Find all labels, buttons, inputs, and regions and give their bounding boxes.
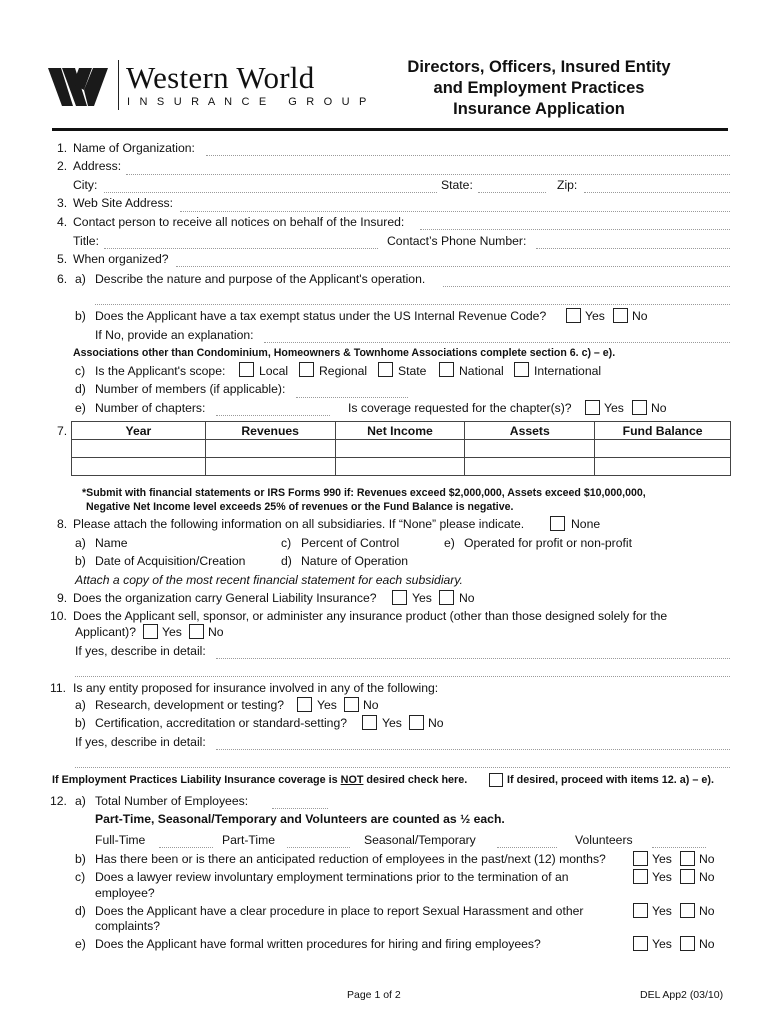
q1-number: 1. [57,141,68,155]
harassment-procedure-yes-label: Yes [652,904,672,918]
scope-regional-checkbox[interactable] [299,362,314,377]
column-header-year: Year [72,422,206,440]
q2-number: 2. [57,159,68,173]
organization-name-field[interactable] [206,155,730,156]
q4-number: 4. [57,215,68,229]
q12a-letter: a) [75,794,86,808]
q6e-letter: e) [75,401,86,415]
reduction-no-label: No [699,852,715,866]
q11-detail-field[interactable] [216,749,730,750]
contact-person-field[interactable] [420,229,730,230]
tax-exempt-yes-checkbox[interactable] [566,308,581,323]
full-time-field[interactable] [159,847,213,848]
tax-exempt-explanation-field[interactable] [264,342,730,343]
certification-yes-checkbox[interactable] [362,715,377,730]
q12c-letter: c) [75,870,86,884]
company-logo [48,62,110,108]
q6e-label: Number of chapters: [95,401,206,415]
q8d-label: Nature of Operation [301,554,409,568]
q12d-label-line-1: Does the Applicant have a clear procedure in place to report Sexual Harassment and other [95,904,584,918]
q5-number: 5. [57,252,68,266]
seasonal-label: Seasonal/Temporary [364,833,476,847]
certification-no-checkbox[interactable] [409,715,424,730]
tax-exempt-no-checkbox[interactable] [613,308,628,323]
q8c-label: Percent of Control [301,536,400,550]
title-field[interactable] [104,248,378,249]
chapter-coverage-yes-label: Yes [604,401,624,415]
q5-label: When organized? [73,252,169,266]
table-row [72,440,731,458]
number-of-chapters-field[interactable] [216,415,330,416]
chapter-coverage-label: Is coverage requested for the chapter(s)? [348,401,572,415]
reduction-yes-label: Yes [652,852,672,866]
q11-detail-label: If yes, describe in detail: [75,735,206,749]
reduction-no-checkbox[interactable] [680,851,695,866]
subsidiaries-none-checkbox[interactable] [550,516,565,531]
q6d-letter: d) [75,382,86,396]
contact-phone-field[interactable] [536,248,730,249]
q6c-label: Is the Applicant's scope: [95,364,226,378]
research-yes-label: Yes [317,698,337,712]
tax-exempt-no-label: No [632,309,648,323]
q10-number: 10. [50,609,67,623]
q12-number: 12. [50,794,67,808]
scope-national-label: National [459,364,504,378]
q8e-label: Operated for profit or non-profit [464,536,633,550]
q6d-label: Number of members (if applicable): [95,382,286,396]
certification-yes-label: Yes [382,716,402,730]
epl-text-part-2: desired check here. [363,774,468,786]
general-liability-yes-checkbox[interactable] [392,590,407,605]
associations-note: Associations other than Condominium, Homeowners & Townhome Associations complete section 6. c) – e). [73,347,616,359]
chapter-coverage-no-label: No [651,401,667,415]
operation-description-field[interactable] [443,286,730,287]
website-field[interactable] [180,211,730,212]
harassment-procedure-yes-checkbox[interactable] [633,903,648,918]
column-header-assets: Assets [465,422,595,440]
q6a-label: Describe the nature and purpose of the Applicant's operation. [95,272,426,286]
q9-number: 9. [57,591,68,605]
q6b-letter: b) [75,309,86,323]
form-title-line-1: Directors, Officers, Insured Entity [407,58,671,76]
q8a-label: Name [95,536,128,550]
table-cell[interactable] [595,458,731,476]
q6-number: 6. [57,272,68,286]
q12b-label: Has there been or is there an anticipated reduction of employees in the past/next (12) months? [95,852,606,866]
table-cell[interactable] [72,440,206,458]
q8b-label: Date of Acquisition/Creation [95,554,246,568]
column-header-fund-balance: Fund Balance [595,422,731,440]
seasonal-field[interactable] [497,847,557,848]
q12d-label-line-2: complaints? [95,919,161,933]
q8a-letter: a) [75,536,86,550]
q11-detail-field-2[interactable] [75,767,730,768]
header-rule [52,128,728,131]
form-title-line-3: Insurance Application [453,100,625,118]
general-liability-no-checkbox[interactable] [439,590,454,605]
table-cell[interactable] [335,458,465,476]
research-yes-checkbox[interactable] [297,697,312,712]
epl-opt-out-text [52,774,467,786]
q9-label: Does the organization carry General Liability Insurance? [73,591,377,605]
subsidiaries-none-label: None [571,517,601,531]
page-number: Page 1 of 2 [347,989,401,1001]
q6a-letter: a) [75,272,86,286]
epl-text-not: NOT [340,774,364,786]
q7-number: 7. [57,424,68,438]
volunteers-field[interactable] [652,847,706,848]
full-time-label: Full-Time [95,833,146,847]
q12e-label: Does the Applicant have formal written procedures for hiring and firing employees? [95,937,541,951]
part-time-note: Part-Time, Seasonal/Temporary and Volunteers are counted as ½ each. [95,812,505,826]
q11a-label: Research, development or testing? [95,698,285,712]
table-cell[interactable] [205,458,335,476]
column-header-revenues: Revenues [205,422,335,440]
q8b-letter: b) [75,554,86,568]
logo-divider [118,60,119,110]
q8-label: Please attach the following information on all subsidiaries. If “None” please indicate. [73,517,525,531]
q3-number: 3. [57,196,68,210]
scope-state-label: State [398,364,427,378]
epl-opt-out-checkbox[interactable] [489,773,503,787]
brand-name: Western World [126,60,315,95]
city-label: City: [73,178,98,192]
q10-detail-field-2[interactable] [75,676,730,677]
scope-regional-label: Regional [319,364,368,378]
q12c-label-line-2: employee? [95,886,155,900]
table-cell[interactable] [465,440,595,458]
q2-label: Address: [73,159,122,173]
scope-state-checkbox[interactable] [378,362,393,377]
zip-label: Zip: [557,178,578,192]
attach-financial-note: Attach a copy of the most recent financial statement for each subsidiary. [75,573,463,587]
hiring-procedure-yes-label: Yes [652,937,672,951]
q4-label: Contact person to receive all notices on behalf of the Insured: [73,215,405,229]
reduction-yes-checkbox[interactable] [633,851,648,866]
column-header-net-income: Net Income [335,422,465,440]
lawyer-review-yes-label: Yes [652,870,672,884]
q10-label-line-2: Applicant)? [75,625,136,639]
insurance-product-no-checkbox[interactable] [189,624,204,639]
q12d-letter: d) [75,904,86,918]
financial-table [71,421,731,476]
q12c-label-line-1: Does a lawyer review involuntary employment terminations prior to the termination of an [95,870,569,884]
brand-subtitle: I N S U R A N C E G R O U P [127,96,370,108]
scope-national-checkbox[interactable] [439,362,454,377]
q12e-letter: e) [75,937,86,951]
q6c-letter: c) [75,364,86,378]
number-of-members-field[interactable] [296,397,408,398]
research-no-checkbox[interactable] [344,697,359,712]
title-label: Title: [73,234,99,248]
q8e-letter: e) [444,536,455,550]
scope-international-checkbox[interactable] [514,362,529,377]
contact-phone-label: Contact’s Phone Number: [387,234,527,248]
q10-detail-label: If yes, describe in detail: [75,644,206,658]
general-liability-no-label: No [459,591,475,605]
general-liability-yes-label: Yes [412,591,432,605]
lawyer-review-no-label: No [699,870,715,884]
insurance-product-yes-checkbox[interactable] [143,624,158,639]
financial-table-header [72,422,731,440]
table-cell[interactable] [72,458,206,476]
certification-no-label: No [428,716,444,730]
epl-text-part-1: If Employment Practices Liability Insurance coverage is [52,774,341,786]
epl-proceed-text: If desired, proceed with items 12. a) – e). [507,774,715,786]
tax-exempt-yes-label: Yes [585,309,605,323]
logo-mark-icon [48,62,110,108]
state-label: State: [441,178,473,192]
insurance-product-no-label: No [208,625,224,639]
address-field[interactable] [126,174,730,175]
table-cell[interactable] [205,440,335,458]
q8c-letter: c) [281,536,292,550]
q11-label: Is any entity proposed for insurance involved in any of the following: [73,681,439,695]
state-field[interactable] [478,192,546,193]
q11a-letter: a) [75,698,86,712]
q10-detail-field[interactable] [216,658,730,659]
operation-description-field-2[interactable] [95,304,730,305]
hiring-procedure-no-label: No [699,937,715,951]
insurance-product-yes-label: Yes [162,625,182,639]
table-row [72,458,731,476]
q3-label: Web Site Address: [73,196,174,210]
city-field[interactable] [104,192,437,193]
table-cell[interactable] [465,458,595,476]
part-time-field[interactable] [287,847,350,848]
tax-exempt-explain-label: If No, provide an explanation: [95,328,254,342]
research-no-label: No [363,698,379,712]
scope-international-label: International [534,364,602,378]
q12a-label: Total Number of Employees: [95,794,249,808]
chapter-coverage-no-checkbox[interactable] [632,400,647,415]
financial-note-line-2: Negative Net Income level exceeds 25% of revenues or the Fund Balance is negative. [86,501,514,513]
financial-note-line-1: *Submit with financial statements or IRS Forms 990 if: Revenues exceed $2,000,000, Assets exceed $10,000,000, [82,487,646,499]
volunteers-label: Volunteers [575,833,633,847]
harassment-procedure-no-checkbox[interactable] [680,903,695,918]
hiring-procedure-yes-checkbox[interactable] [633,936,648,951]
q10-label-line-1: Does the Applicant sell, sponsor, or administer any insurance product (other than those designed solely for the [73,609,668,623]
hiring-procedure-no-checkbox[interactable] [680,936,695,951]
q8-number: 8. [57,517,68,531]
q11b-label: Certification, accreditation or standard-setting? [95,716,348,730]
q8d-letter: d) [281,554,292,568]
q11b-letter: b) [75,716,86,730]
form-title-line-2: and Employment Practices [433,79,645,97]
q11-number: 11. [50,681,67,695]
scope-local-checkbox[interactable] [239,362,254,377]
when-organized-field[interactable] [176,266,730,267]
chapter-coverage-yes-checkbox[interactable] [585,400,600,415]
q1-label: Name of Organization: [73,141,195,155]
lawyer-review-no-checkbox[interactable] [680,869,695,884]
form-id: DEL App2 (03/10) [640,989,724,1001]
zip-field[interactable] [584,192,730,193]
scope-local-label: Local [259,364,289,378]
table-cell[interactable] [335,440,465,458]
q6b-label: Does the Applicant have a tax exempt status under the US Internal Revenue Code? [95,309,547,323]
total-employees-field[interactable] [272,808,328,809]
lawyer-review-yes-checkbox[interactable] [633,869,648,884]
harassment-procedure-no-label: No [699,904,715,918]
table-cell[interactable] [595,440,731,458]
part-time-label: Part-Time [222,833,276,847]
q12b-letter: b) [75,852,86,866]
